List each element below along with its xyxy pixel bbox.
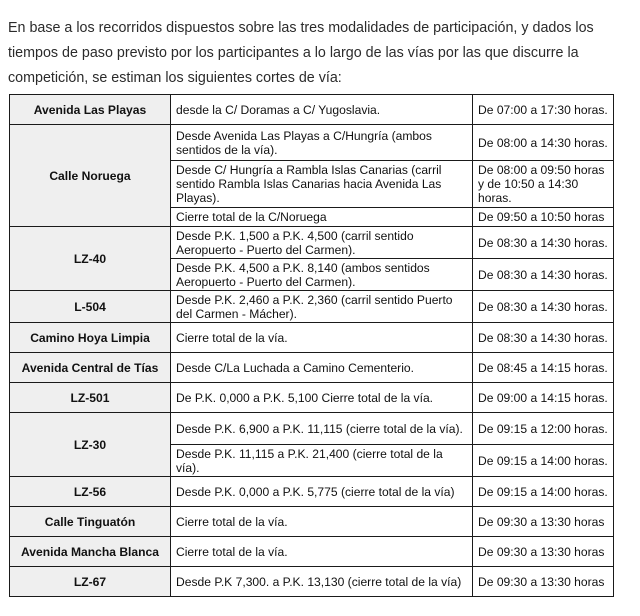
closure-hours: De 09:00 a 14:15 horas. bbox=[473, 383, 614, 413]
closure-description: Desde P.K 7,300. a P.K. 13,130 (cierre total de la vía) bbox=[171, 567, 473, 597]
closure-hours: De 08:00 a 14:30 horas. bbox=[473, 125, 614, 161]
closure-hours: De 09:15 a 14:00 horas. bbox=[473, 445, 614, 477]
closure-hours: De 08:00 a 09:50 horas y de 10:50 a 14:30 horas. bbox=[473, 161, 614, 208]
closure-description: De P.K. 0,000 a P.K. 5,100 Cierre total de la vía. bbox=[171, 383, 473, 413]
closure-hours: De 08:30 a 14:30 horas. bbox=[473, 259, 614, 291]
closure-hours: De 07:00 a 17:30 horas. bbox=[473, 95, 614, 125]
closure-hours: De 09:50 a 10:50 horas bbox=[473, 208, 614, 227]
intro-paragraph: En base a los recorridos dispuestos sobre las tres modalidades de participación, y dados los tiempos de paso previsto por los participantes a lo largo de las vías por las que discurre la competición, se estiman los siguientes cortes de vía: bbox=[8, 20, 594, 87]
road-name: L-504 bbox=[10, 291, 171, 323]
road-name: LZ-40 bbox=[10, 227, 171, 291]
closure-hours: De 08:45 a 14:15 horas. bbox=[473, 353, 614, 383]
closure-description: Cierre total de la vía. bbox=[171, 507, 473, 537]
table-row bbox=[10, 413, 614, 445]
road-name: LZ-501 bbox=[10, 383, 171, 413]
closure-hours: De 09:30 a 13:30 horas bbox=[473, 567, 614, 597]
road-name: Avenida Las Playas bbox=[10, 95, 171, 125]
closure-description: Desde P.K. 6,900 a P.K. 11,115 (cierre total de la vía). bbox=[171, 413, 473, 445]
closure-description: Desde P.K. 1,500 a P.K. 4,500 (carril sentido Aeropuerto - Puerto del Carmen). bbox=[171, 227, 473, 259]
table-row bbox=[10, 353, 614, 383]
table-row bbox=[10, 125, 614, 161]
closure-description: Desde P.K. 11,115 a P.K. 21,400 (cierre total de la vía). bbox=[171, 445, 473, 477]
closure-hours: De 09:15 a 14:00 horas. bbox=[473, 477, 614, 507]
closure-hours: De 09:30 a 13:30 horas bbox=[473, 507, 614, 537]
closure-description: desde la C/ Doramas a C/ Yugoslavia. bbox=[171, 95, 473, 125]
closure-hours: De 08:30 a 14:30 horas. bbox=[473, 323, 614, 353]
closure-hours: De 08:30 a 14:30 horas. bbox=[473, 291, 614, 323]
closure-description: Desde P.K. 2,460 a P.K. 2,360 (carril sentido Puerto del Carmen - Mácher). bbox=[171, 291, 473, 323]
road-name: Avenida Mancha Blanca bbox=[10, 537, 171, 567]
closure-hours: De 08:30 a 14:30 horas. bbox=[473, 227, 614, 259]
table-row bbox=[10, 95, 614, 125]
road-name: Avenida Central de Tías bbox=[10, 353, 171, 383]
closure-description: Desde P.K. 0,000 a P.K. 5,775 (cierre total de la vía) bbox=[171, 477, 473, 507]
road-name: Calle Noruega bbox=[10, 125, 171, 227]
closure-description: Cierre total de la vía. bbox=[171, 537, 473, 567]
road-name: LZ-30 bbox=[10, 413, 171, 477]
table-row bbox=[10, 477, 614, 507]
road-name: LZ-67 bbox=[10, 567, 171, 597]
closure-description: Cierre total de la vía. bbox=[171, 323, 473, 353]
closure-hours: De 09:30 a 13:30 horas bbox=[473, 537, 614, 567]
closure-description: Desde C/ Hungría a Rambla Islas Canarias (carril sentido Rambla Islas Canarias hacia Avenida Las Playas). bbox=[171, 161, 473, 208]
closure-description: Desde P.K. 4,500 a P.K. 8,140 (ambos sentidos Aeropuerto - Puerto del Carmen). bbox=[171, 259, 473, 291]
table-row bbox=[10, 227, 614, 259]
road-name: Calle Tinguatón bbox=[10, 507, 171, 537]
table-row bbox=[10, 537, 614, 567]
closure-description: Cierre total de la C/Noruega bbox=[171, 208, 473, 227]
road-name: Camino Hoya Limpia bbox=[10, 323, 171, 353]
table-row bbox=[10, 507, 614, 537]
table-row bbox=[10, 291, 614, 323]
table-row bbox=[10, 323, 614, 353]
road-closures-table bbox=[9, 94, 614, 597]
closure-description: Desde C/La Luchada a Camino Cementerio. bbox=[171, 353, 473, 383]
closure-description: Desde Avenida Las Playas a C/Hungría (ambos sentidos de la vía). bbox=[171, 125, 473, 161]
table-row bbox=[10, 567, 614, 597]
table-row bbox=[10, 383, 614, 413]
road-name: LZ-56 bbox=[10, 477, 171, 507]
closure-hours: De 09:15 a 12:00 horas. bbox=[473, 413, 614, 445]
